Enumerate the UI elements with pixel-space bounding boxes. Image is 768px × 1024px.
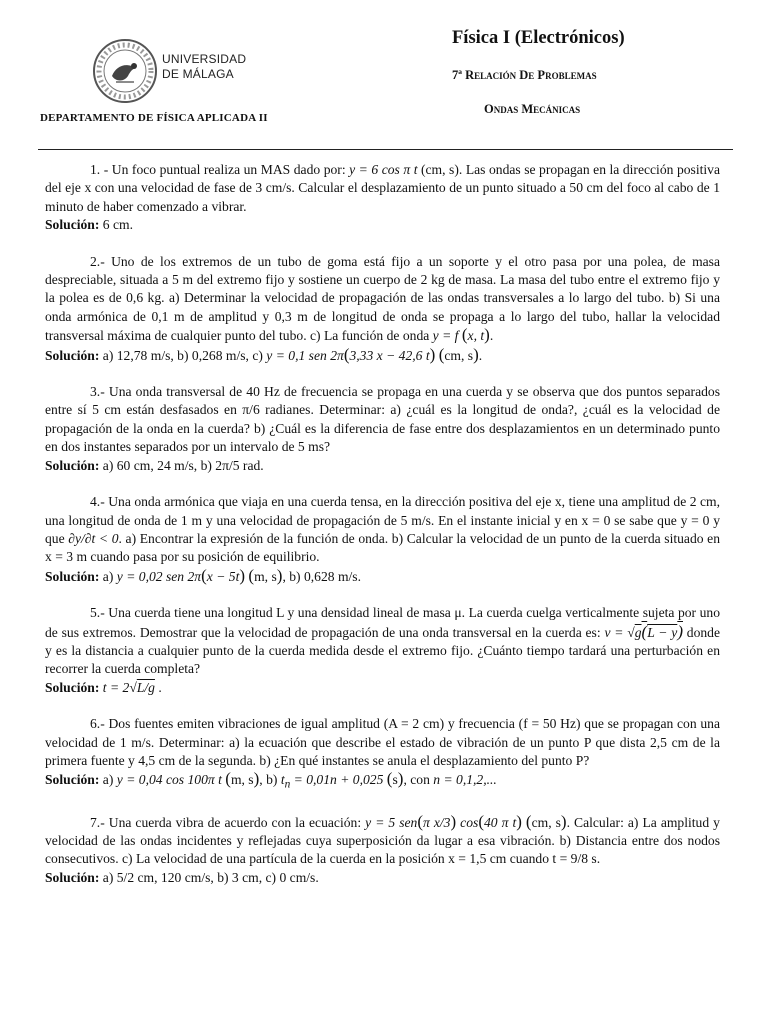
problem-5-solution: Solución: t = 2√L/g . [45, 679, 162, 695]
university-seal-logo [92, 38, 158, 104]
header-divider [38, 149, 733, 150]
problem-6-solution: Solución: a) y = 0,04 cos 100π t (m, s), b) $t_n = 0,01n + 0,025$ (s), con n = 0,1,2,... [45, 769, 497, 792]
problem-2-statement: 2.- Uno de los extremos de un tubo de goma está fijo a un soporte y el otro pasa por una polea, de masa despreciable, situada a 5 m del extremo fijo y sostiene un cuerpo de 2 kg de masa. La masa del tubo entre el extremo fijo y la polea es de 0,6 kg. a) Determinar la velocidad de propagación de las ondas transversales a lo largo del tubo. b) Si una onda armónica de 0,1 m de amplitud y 0,3 m de longitud de onda se propaga a lo largo del tubo, hallar la velocidad transversal máxima de cualquier punto del tubo. c) La función de onda y = f (x, t). [45, 253, 720, 345]
topic-title: Ondas Mecánicas [484, 102, 581, 116]
problem-5-statement: 5.- Una cuerda tiene una longitud L y una densidad lineal de masa μ. La cuerda cuelga verticalmente sujeta por uno de sus extremos. Demostrar que la velocidad de propagación de una onda transversal en la cuerda es: v = √g(L − y) donde y es la distancia a cualquier punto de la cuerda medida desde el extremo fijo. ¿Cuánto tiempo tardará una perturbación en recorrer la cuerda completa? [45, 605, 721, 677]
equation: ∂y/∂t < 0 [68, 530, 119, 546]
equation: v = √g(L − y) [604, 621, 683, 641]
problem-5 [45, 604, 720, 697]
equation: y = 0,1 sen 2π [266, 347, 344, 363]
problem-4-solution: Solución: a) y = 0,02 sen 2π(x − 5t) (m, s), b) 0,628 m/s. [45, 565, 361, 585]
problem-4-statement: 4.- Una onda armónica que viaja en una cuerda tensa, en la dirección positiva del eje x, tiene una amplitud de 2 cm, una longitud de onda de 1 m y una velocidad de propagación de 5 m/s. En el instante inicial y en x = 0 se sabe que y = 0 y que ∂y/∂t < 0. a) Encontrar la expresión de la función de onda. b) Calcular la velocidad de un punto de la cuerda situado en x = 3 m cuando pasa por su posición de equilibrio. [45, 494, 721, 565]
problem-6-statement: 6.- Dos fuentes emiten vibraciones de igual amplitud (A = 2 cm) y frecuencia (f = 50 Hz) que se propagan con una velocidad de 1 m/s. Determinar: a) la ecuación que describe el estado de vibración de un punto P que dista 2,5 cm de la primera fuente y 4,5 cm de la segunda. b) ¿En qué instantes se anula el desplazamiento del punto P? [45, 716, 720, 768]
university-name: UNIVERSIDAD DE MÁLAGA [162, 52, 247, 81]
problem-7-statement: 7.- Una cuerda vibra de acuerdo con la ecuación: y = 5 sen(π x/3) cos(40 π t) (cm, s). Calcular: a) La amplitud y velocidad de las ondas incidentes y reflejadas cuya superposición da lugar a esa vibración. b) Distancia entre dos nodos consecutivos. c) La velocidad de una partícula de la cuerda en la posición x = 1,5 cm cuando t = 9/8 s. [45, 811, 720, 867]
problem-2-solution: Solución: a) 12,78 m/s, b) 0,268 m/s, c) y = 0,1 sen 2π(3,33 x − 42,6 t) (cm, s). [45, 344, 483, 364]
equation: y = f [432, 328, 462, 344]
problem-1-statement: 1. - Un foco puntual realiza un MAS dado por: y = 6 cos π t (cm, s). Las ondas se propagan en la dirección positiva del eje x con una velocidad de fase de 3 cm/s. Calcular el desplazamiento de un punto situado a 50 cm del foco al cabo de 1 minuto de haber comenzado a vibrar. [45, 162, 721, 214]
problem-3-statement: 3.- Una onda transversal de 40 Hz de frecuencia se propaga en una cuerda y se observa que dos puntos separados entre sí 5 cm están desfasados en π/6 radianes. Determinar: a) ¿cuál es la longitud de onda?, ¿cuál es la velocidad de propagación de la onda en la cuerda? b) ¿Cuál es la diferencia de fase entre dos desplazamientos en un determinado punto en dos instantes separados por un intervalo de 5 ms? [45, 384, 720, 455]
problem-set-title: 7ª Relación De Problemas [452, 68, 597, 82]
problem-7-solution: Solución: a) 5/2 cm, 120 cm/s, b) 3 cm, c) 0 cm/s. [45, 869, 319, 885]
problem-1-solution: Solución: 6 cm. [45, 217, 133, 233]
equation: y = 5 sen [365, 814, 418, 830]
equation: y = 6 cos π t [349, 162, 421, 177]
problem-3 [45, 383, 720, 475]
problem-4 [45, 493, 720, 586]
equation: y = 0,04 cos 100π t [116, 772, 222, 788]
equation: t = 2√L/g [102, 679, 155, 695]
department-name: DEPARTAMENTO DE FÍSICA APLICADA II [40, 112, 268, 124]
problem-1 [45, 161, 720, 235]
problem-3-solution: Solución: a) 60 cm, 24 m/s, b) 2π/5 rad. [45, 457, 264, 473]
equation: n = 0,1,2,... [433, 772, 497, 788]
problem-6 [45, 715, 720, 794]
problem-2 [45, 253, 720, 365]
equation: $t_n = 0,01n + 0,025$ [280, 772, 384, 792]
equation: y = 0,02 sen 2π [116, 568, 202, 584]
problem-7 [45, 813, 720, 888]
problem-list [45, 161, 720, 905]
course-title: Física I (Electrónicos) [452, 28, 625, 48]
